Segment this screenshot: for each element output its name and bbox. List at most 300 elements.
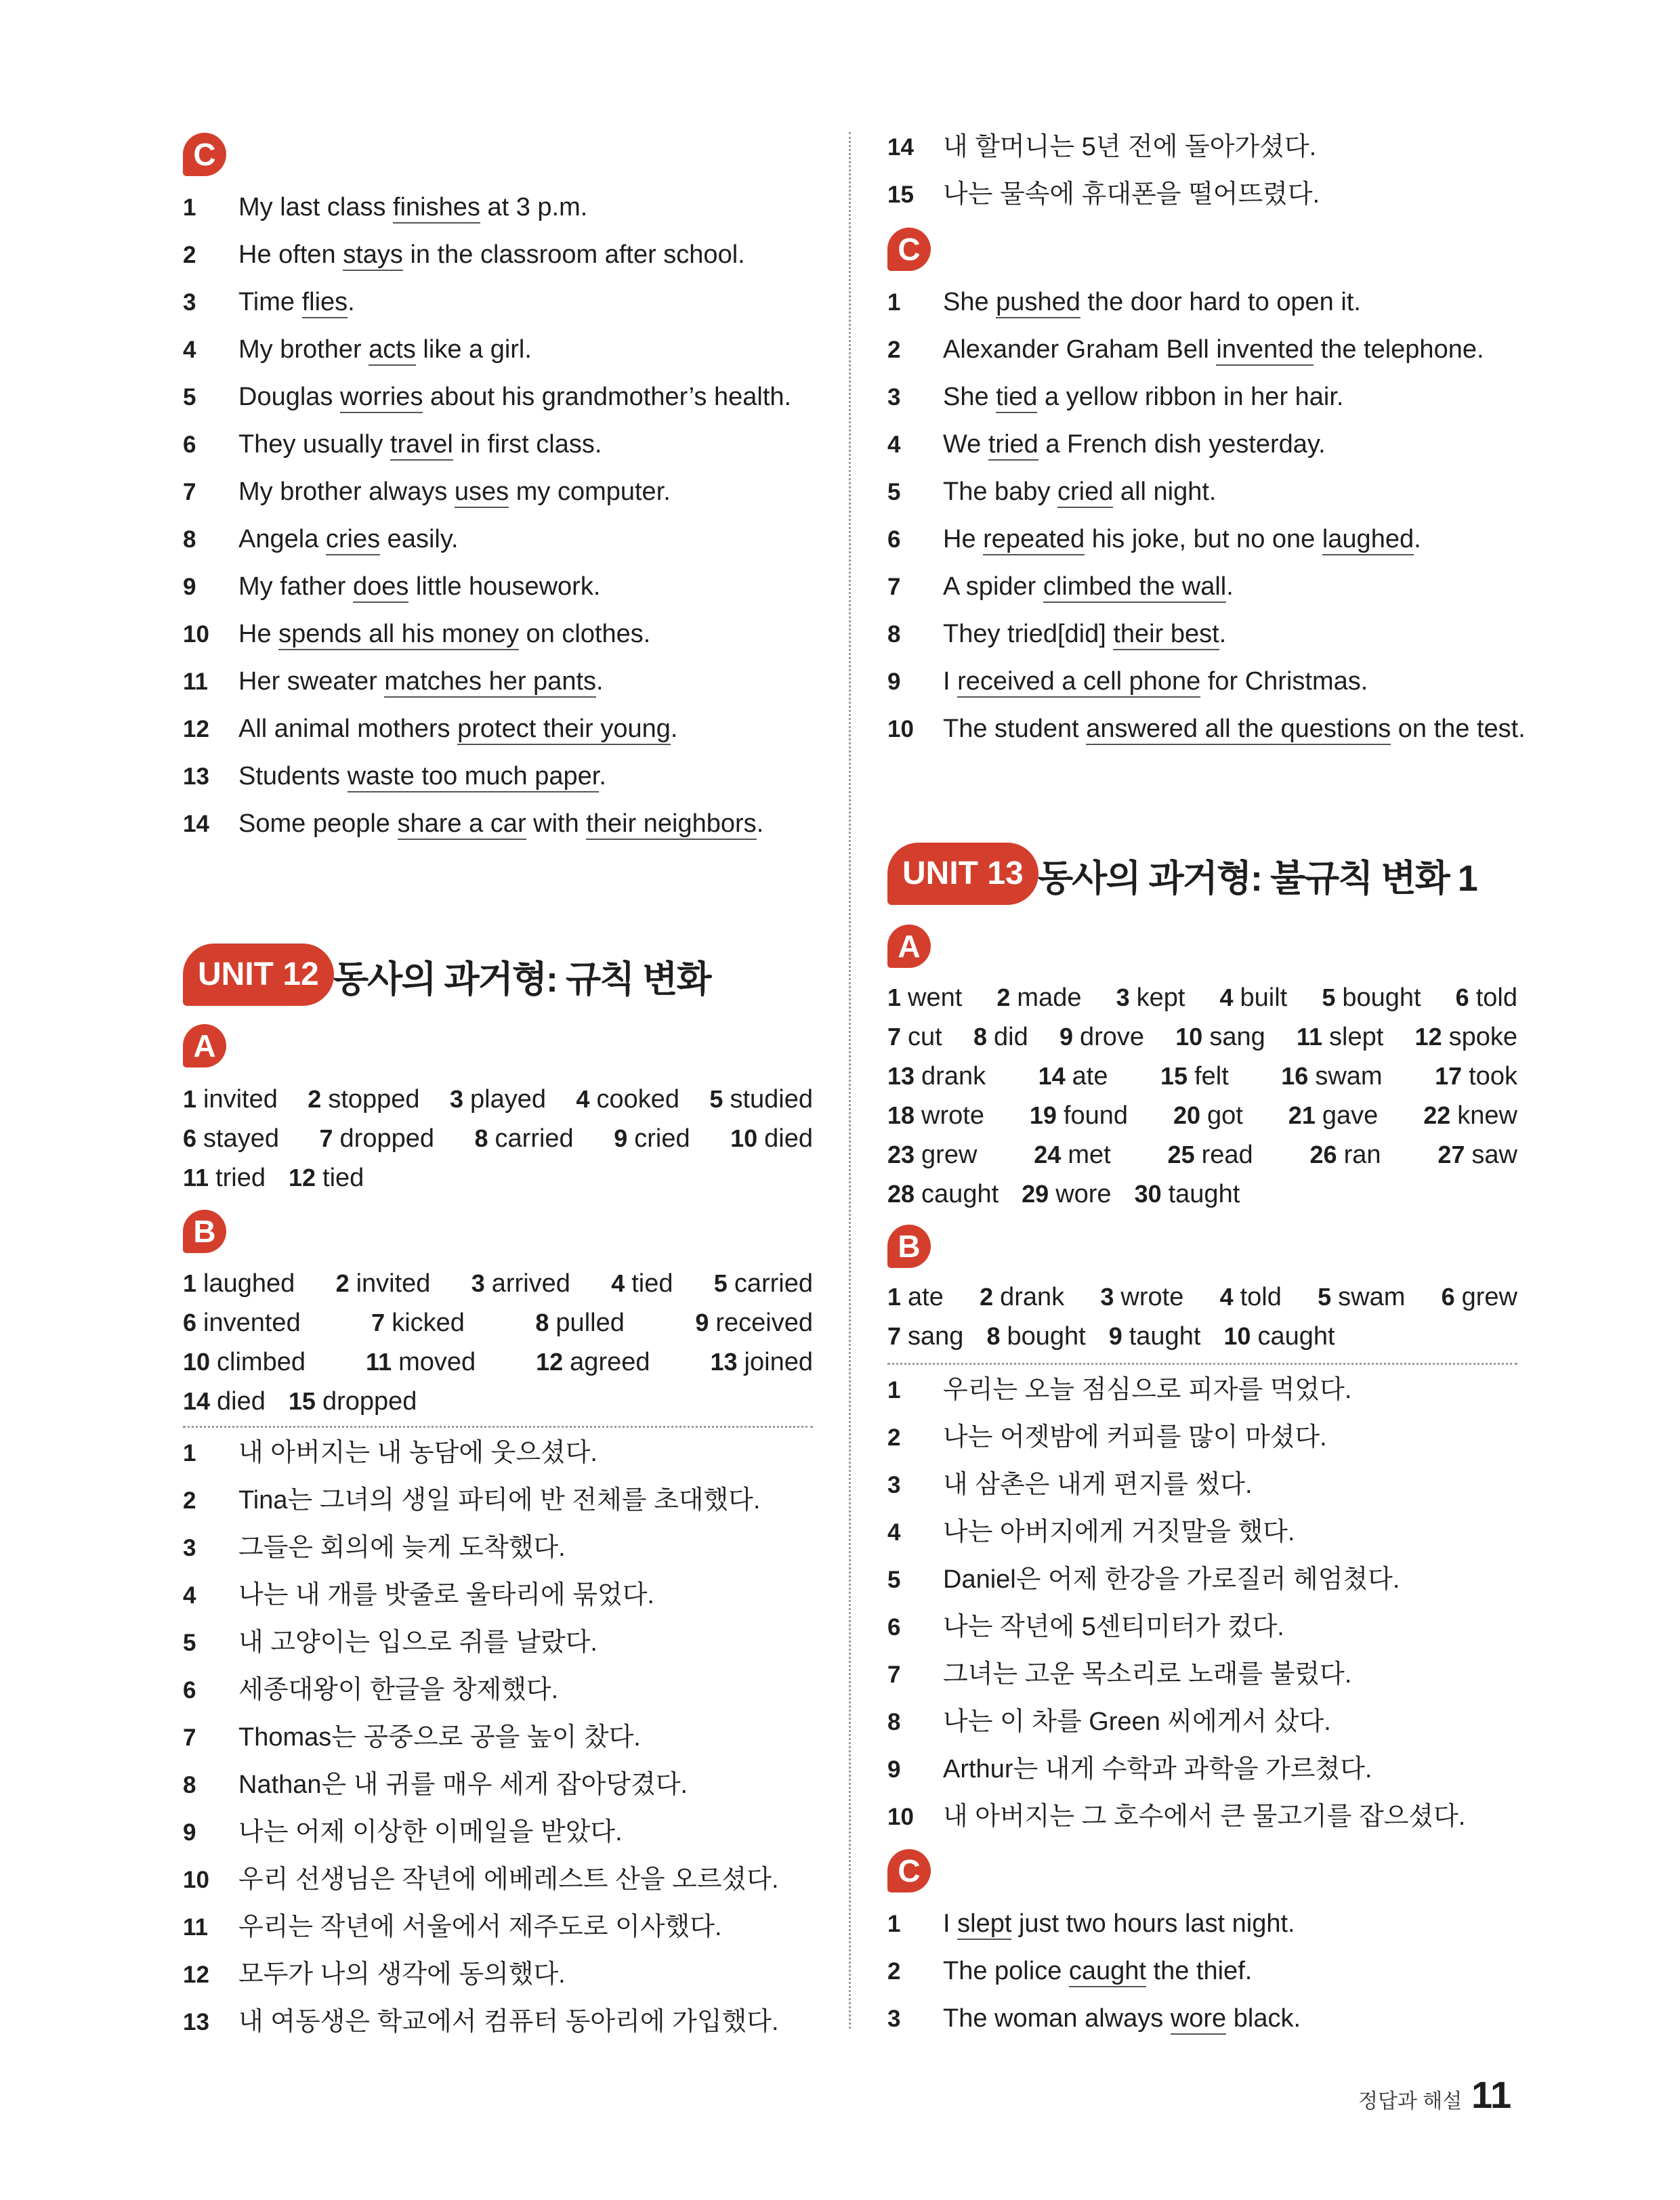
translation-text: 내 여동생은 학교에서 컴퓨터 동아리에 가입했다. [238, 2008, 779, 2036]
translation-item [183, 1531, 566, 1565]
answer-number: 9 [614, 1124, 628, 1152]
sentence-text: The student [943, 715, 1087, 743]
item-number: 1 [887, 1377, 901, 1403]
sentence-text: Students [238, 762, 348, 790]
answer-item [183, 807, 763, 841]
underlined-answer: waste too much paper [348, 762, 600, 792]
answer-number: 2 [308, 1085, 322, 1113]
section-c-badge: C [887, 228, 931, 271]
sentence-text: . [596, 667, 604, 696]
item-number: 14 [887, 134, 914, 161]
answer-number: 21 [1288, 1101, 1316, 1129]
answer-row [887, 981, 1517, 1015]
sentence-text: for Christmas. [1200, 667, 1368, 696]
answer-item [183, 380, 791, 415]
sentence-text: Some people [238, 809, 398, 838]
underlined-answer: worries [340, 383, 423, 413]
answer-number: 15 [1160, 1062, 1188, 1090]
answer-row [183, 1306, 813, 1340]
answer-word: 10 sang [1175, 1023, 1265, 1051]
section-b-badge: B [183, 1210, 226, 1253]
answer-row [887, 1280, 1517, 1314]
sentence-text: just two hours last night. [1011, 1909, 1295, 1938]
answer-item [887, 1954, 1252, 1989]
answer-word: 5 bought [1322, 983, 1421, 1012]
answer-number: 7 [371, 1309, 385, 1336]
item-number: 3 [183, 289, 196, 316]
answer-number: 5 [709, 1085, 723, 1113]
item-number: 3 [887, 2006, 901, 2032]
answer-word: 16 swam [1281, 1062, 1383, 1091]
underlined-answer: protect their young [457, 715, 671, 745]
answer-number: 1 [183, 1085, 197, 1113]
answer-word: 7 sang [887, 1322, 964, 1351]
item-number: 1 [887, 1911, 901, 1937]
answer-number: 9 [1108, 1322, 1122, 1350]
answer-word: 30 taught [1134, 1180, 1240, 1208]
sentence-text: I [943, 1909, 958, 1938]
answer-word: 9 cried [614, 1124, 690, 1153]
translation-item [183, 1863, 779, 1897]
dotted-separator [183, 1426, 813, 1428]
answer-number: 22 [1423, 1101, 1451, 1129]
translation-item [887, 1373, 1351, 1408]
answer-word: 2 invited [335, 1269, 431, 1298]
item-number: 9 [183, 574, 196, 600]
sentence-text: a yellow ribbon in her hair. [1037, 383, 1344, 411]
sentence-text: They tried[did] [943, 620, 1114, 648]
answer-word: 5 swam [1318, 1283, 1406, 1311]
item-number: 5 [183, 1630, 196, 1656]
underlined-answer: matches her pants [384, 667, 596, 698]
answer-number: 28 [887, 1180, 915, 1208]
item-number: 2 [183, 242, 196, 268]
translation-text: Tina는 그녀의 생일 파티에 반 전체를 초대했다. [238, 1486, 761, 1515]
answer-item [887, 1907, 1295, 1941]
answer-word: 1 ate [887, 1283, 944, 1311]
sentence-text: the telephone. [1314, 335, 1484, 364]
item-number: 2 [887, 337, 901, 363]
answer-number: 14 [183, 1387, 211, 1415]
underlined-answer: tied [996, 383, 1037, 413]
item-number: 11 [183, 1914, 208, 1941]
answer-item [887, 664, 1368, 699]
answer-number: 4 [1219, 983, 1234, 1011]
answer-number: 11 [1296, 1023, 1323, 1051]
answer-number: 26 [1309, 1141, 1337, 1168]
translation-text: Thomas는 공중으로 공을 높이 찼다. [238, 1723, 641, 1752]
answer-number: 2 [335, 1269, 350, 1297]
section-c-badge: C [183, 133, 226, 176]
sentence-text: Time [238, 288, 302, 316]
answer-item [183, 427, 602, 462]
translation-item [887, 1752, 1372, 1787]
answer-item [887, 333, 1484, 367]
sentence-text: Douglas [238, 383, 340, 411]
sentence-text: Her sweater [238, 667, 385, 696]
answer-number: 1 [183, 1269, 197, 1297]
underlined-answer: wore [1171, 2004, 1226, 2035]
translation-text: 나는 작년에 5센티미터가 컸다. [943, 1613, 1284, 1641]
translation-item [183, 1910, 722, 1945]
answer-word: 4 built [1219, 983, 1288, 1012]
answer-word: 8 did [973, 1023, 1028, 1051]
answer-number: 23 [887, 1141, 915, 1168]
answer-number: 4 [1219, 1283, 1234, 1311]
answer-item [183, 759, 606, 794]
answer-item [887, 475, 1216, 509]
answer-number: 18 [887, 1101, 915, 1129]
answer-word: 14 died [183, 1387, 266, 1416]
translation-text: 내 고양이는 입으로 쥐를 날랐다. [238, 1628, 597, 1657]
translation-text: 나는 이 차를 Green 씨에게서 샀다. [943, 1708, 1331, 1736]
item-number: 6 [887, 1614, 901, 1641]
translation-text: 우리는 오늘 점심으로 피자를 먹었다. [943, 1376, 1352, 1404]
sentence-text: She [943, 288, 996, 316]
item-number: 13 [183, 763, 209, 790]
item-number: 10 [887, 1804, 914, 1830]
translation-text: 나는 물속에 휴대폰을 떨어뜨렸다. [943, 180, 1320, 209]
sentence-text: little housework. [408, 572, 601, 601]
item-number: 6 [887, 526, 901, 553]
answer-item [183, 617, 650, 652]
sentence-text: I [943, 667, 958, 696]
answer-number: 16 [1281, 1062, 1309, 1090]
item-number: 13 [183, 2009, 209, 2035]
sentence-text: We [943, 430, 988, 459]
item-number: 7 [887, 574, 901, 600]
item-number: 5 [183, 384, 196, 410]
item-number: 7 [887, 1662, 901, 1688]
answer-word: 28 caught [887, 1180, 999, 1208]
answer-word: 21 gave [1288, 1101, 1379, 1130]
answer-number: 15 [288, 1387, 316, 1415]
answer-number: 13 [887, 1062, 915, 1090]
answer-item [887, 380, 1343, 415]
item-number: 7 [183, 479, 196, 505]
answer-word: 13 joined [710, 1348, 813, 1376]
answer-word: 17 took [1435, 1062, 1517, 1091]
item-number: 14 [183, 811, 209, 837]
answer-item [183, 333, 532, 367]
translation-text: 모두가 나의 생각에 동의했다. [238, 1960, 566, 1989]
item-number: 6 [183, 1677, 196, 1704]
answer-item [887, 285, 1361, 320]
item-number: 6 [183, 431, 196, 458]
sentence-text: He often [238, 240, 343, 269]
underlined-answer: laughed [1322, 525, 1414, 555]
translation-item [887, 177, 1320, 212]
sentence-text: at 3 p.m. [480, 193, 588, 221]
item-number: 4 [183, 337, 196, 363]
answer-word: 25 read [1167, 1141, 1253, 1169]
answer-number: 14 [1038, 1062, 1066, 1090]
answer-word: 4 tied [611, 1269, 673, 1298]
translation-text: 내 아버지는 그 호수에서 큰 물고기를 잡으셨다. [943, 1802, 1466, 1831]
answer-number: 7 [319, 1124, 333, 1152]
sentence-text: like a girl. [415, 335, 532, 364]
answer-number: 10 [183, 1348, 211, 1376]
underlined-answer: caught [1069, 1957, 1146, 1987]
translation-item [887, 1468, 1253, 1502]
answer-number: 12 [1414, 1023, 1442, 1051]
translation-item [183, 1436, 597, 1471]
answer-row [183, 1122, 813, 1156]
sentence-text: all night. [1113, 478, 1217, 506]
answer-word: 6 told [1455, 983, 1517, 1012]
dotted-separator [887, 1363, 1517, 1365]
answer-number: 27 [1437, 1141, 1465, 1168]
answer-number: 6 [1455, 983, 1469, 1011]
answer-item [887, 522, 1421, 557]
answer-word: 8 carried [474, 1124, 574, 1153]
answer-word: 4 cooked [576, 1085, 679, 1114]
unit12-title: 동사의 과거형: 규칙 변화 [333, 959, 711, 1000]
translation-item [183, 1815, 623, 1850]
answer-number: 11 [183, 1164, 209, 1191]
sentence-text: the door hard to open it. [1080, 288, 1361, 316]
sentence-text: . [670, 715, 678, 743]
answer-word: 8 pulled [535, 1309, 625, 1337]
translation-item [183, 1626, 597, 1660]
answer-word: 12 tied [288, 1164, 364, 1192]
translation-text: 내 삼촌은 내게 편지를 썼다. [943, 1471, 1253, 1499]
answer-number: 12 [288, 1164, 316, 1191]
sentence-text: A spider [943, 572, 1043, 601]
answer-number: 3 [449, 1085, 464, 1113]
translation-text: Daniel은 어제 한강을 가로질러 헤엄쳤다. [943, 1565, 1400, 1594]
item-number: 4 [183, 1582, 196, 1609]
answer-word: 13 drank [887, 1062, 986, 1091]
sentence-text: She [943, 383, 996, 411]
item-number: 9 [183, 1819, 196, 1846]
item-number: 10 [183, 1867, 209, 1893]
answer-number: 4 [576, 1085, 590, 1113]
sentence-text: black. [1226, 2004, 1301, 2033]
answer-word: 11 slept [1296, 1023, 1384, 1051]
sentence-text: . [348, 288, 355, 316]
sentence-text: He [943, 525, 984, 553]
answer-number: 25 [1167, 1141, 1195, 1168]
translation-text: 세종대왕이 한글을 창제했다. [238, 1676, 559, 1704]
answer-word: 11 tried [183, 1164, 266, 1192]
sentence-text: The police [943, 1957, 1069, 1985]
item-number: 1 [183, 194, 196, 221]
item-number: 1 [887, 289, 901, 316]
sentence-text: his joke, but no one [1085, 525, 1322, 553]
translation-item [887, 1657, 1351, 1692]
answer-row [183, 1082, 813, 1116]
sentence-text: . [1226, 572, 1234, 601]
underlined-answer: their neighbors [586, 809, 756, 840]
sentence-text: My brother always [238, 478, 455, 506]
item-number: 2 [887, 1424, 901, 1451]
answer-word: 5 carried [713, 1269, 813, 1298]
item-number: 2 [183, 1487, 196, 1514]
answer-word: 20 got [1173, 1101, 1243, 1130]
section-c-badge: C [887, 1849, 931, 1892]
item-number: 2 [887, 1958, 901, 1985]
answer-number: 29 [1022, 1180, 1049, 1208]
item-number: 8 [887, 621, 901, 648]
item-number: 8 [183, 1772, 196, 1798]
underlined-answer: finishes [393, 193, 480, 224]
answer-row [183, 1161, 813, 1195]
answer-word: 9 drove [1059, 1023, 1145, 1051]
answer-item [183, 522, 459, 557]
item-number: 7 [183, 1725, 196, 1751]
answer-number: 7 [887, 1023, 902, 1051]
item-number: 15 [887, 182, 914, 208]
underlined-answer: share a car [398, 809, 526, 840]
answer-number: 8 [973, 1023, 987, 1051]
answer-word: 15 dropped [288, 1387, 417, 1416]
answer-word: 1 invited [183, 1085, 278, 1114]
answer-word: 10 died [730, 1124, 813, 1153]
answer-word: 19 found [1029, 1101, 1129, 1130]
answer-word: 11 moved [366, 1348, 476, 1376]
item-number: 5 [887, 1567, 901, 1593]
underlined-answer: travel [390, 430, 453, 461]
answer-row [887, 1020, 1517, 1054]
section-a-badge: A [183, 1024, 226, 1067]
answer-number: 1 [887, 983, 902, 1011]
answer-number: 3 [1116, 983, 1130, 1011]
sentence-text: my computer. [509, 478, 671, 506]
translation-item [887, 130, 1316, 165]
sentence-text: . [599, 762, 606, 790]
unit13-tag: UNIT 13 [887, 843, 1038, 905]
item-number: 10 [183, 621, 209, 648]
answer-number: 10 [1175, 1023, 1203, 1051]
answer-row [887, 1138, 1517, 1172]
answer-item [183, 190, 587, 225]
answer-number: 6 [183, 1309, 197, 1336]
answer-number: 9 [1059, 1023, 1073, 1051]
answer-word: 24 met [1034, 1141, 1111, 1169]
answer-word: 22 knew [1423, 1101, 1517, 1130]
answer-word: 29 wore [1022, 1180, 1112, 1208]
item-number: 8 [183, 526, 196, 553]
underlined-answer: spends all his money [278, 620, 519, 650]
answer-number: 4 [611, 1269, 625, 1297]
answer-item [183, 664, 604, 699]
unit12-tag: UNIT 12 [183, 944, 334, 1006]
answer-number: 3 [1100, 1283, 1114, 1311]
item-number: 3 [183, 1535, 196, 1561]
answer-word: 12 spoke [1414, 1023, 1517, 1051]
answer-number: 10 [1223, 1322, 1251, 1350]
translation-item [183, 1958, 566, 1992]
answer-item [887, 570, 1234, 604]
item-number: 8 [887, 1709, 901, 1735]
item-number: 4 [887, 431, 901, 458]
item-number: 1 [183, 1440, 196, 1466]
underlined-answer: stays [343, 240, 403, 271]
answer-item [887, 2002, 1301, 2036]
answer-word: 3 wrote [1100, 1283, 1184, 1311]
translation-item [887, 1515, 1295, 1550]
sentence-text: . [1219, 620, 1227, 648]
item-number: 11 [183, 669, 208, 695]
underlined-answer: climbed the wall [1043, 572, 1226, 603]
item-number: 12 [183, 1962, 209, 1988]
answer-row [887, 1099, 1517, 1133]
item-number: 9 [887, 669, 901, 695]
answer-word: 12 agreed [536, 1348, 650, 1376]
answer-number: 1 [887, 1283, 902, 1311]
translation-item [183, 1578, 654, 1613]
answer-item [183, 570, 600, 604]
translation-text: 나는 내 개를 밧줄로 울타리에 묶었다. [238, 1581, 654, 1609]
answer-word: 1 laughed [183, 1269, 295, 1298]
answer-word: 2 stopped [308, 1085, 420, 1114]
translation-text: 나는 어젯밤에 커피를 많이 마셨다. [943, 1423, 1327, 1452]
underlined-answer: uses [455, 478, 509, 508]
unit13-title: 동사의 과거형: 불규칙 변화 1 [1038, 858, 1477, 899]
answer-item [887, 617, 1226, 652]
answer-number: 8 [986, 1322, 1001, 1350]
answer-number: 12 [536, 1348, 564, 1376]
sentence-text: My last class [238, 193, 394, 221]
translation-text: 내 아버지는 내 농담에 웃으셨다. [238, 1439, 597, 1467]
sentence-text: on clothes. [519, 620, 651, 648]
translation-text: 그녀는 고운 목소리로 노래를 불렀다. [943, 1660, 1352, 1689]
answer-word: 3 arrived [471, 1269, 570, 1298]
underlined-answer: cries [326, 525, 380, 555]
sentence-text: They usually [238, 430, 390, 459]
answer-number: 10 [730, 1124, 758, 1152]
underlined-answer: slept [957, 1909, 1011, 1940]
item-number: 5 [887, 479, 901, 505]
sentence-text: . [756, 809, 764, 838]
answer-item [183, 475, 671, 509]
translation-item [887, 1610, 1284, 1645]
answer-word: 7 kicked [371, 1309, 465, 1337]
answer-number: 6 [183, 1124, 197, 1152]
sentence-text: about his grandmother’s health. [423, 383, 792, 411]
sentence-text: My father [238, 572, 353, 601]
answer-number: 3 [471, 1269, 485, 1297]
answer-word: 5 studied [709, 1085, 813, 1114]
answer-item [183, 712, 677, 746]
answer-word: 6 stayed [183, 1124, 279, 1153]
item-number: 4 [887, 1519, 901, 1546]
answer-number: 5 [713, 1269, 728, 1297]
translation-text: 우리는 작년에 서울에서 제주도로 이사했다. [238, 1913, 722, 1941]
sentence-text: The woman always [943, 2004, 1171, 2033]
answer-item [183, 238, 745, 272]
answer-number: 19 [1029, 1101, 1057, 1129]
sentence-text: on the test. [1391, 715, 1526, 743]
sentence-text: with [526, 809, 587, 838]
translation-text: 내 할머니는 5년 전에 돌아가셨다. [943, 133, 1317, 161]
translation-item [183, 1483, 760, 1518]
footer-label: 정답과 해설 [1358, 2090, 1463, 2113]
answer-number: 17 [1435, 1062, 1463, 1090]
sentence-text: Angela [238, 525, 326, 553]
answer-word: 23 grew [887, 1141, 978, 1169]
sentence-text: in the classroom after school. [402, 240, 745, 269]
item-number: 3 [887, 1472, 901, 1498]
column-divider [849, 132, 851, 2029]
answer-number: 20 [1173, 1101, 1201, 1129]
answer-word: 10 caught [1223, 1322, 1335, 1351]
answer-row [183, 1267, 813, 1300]
answer-item [183, 285, 355, 320]
item-number: 3 [887, 384, 901, 410]
sentence-text: He [238, 620, 279, 648]
